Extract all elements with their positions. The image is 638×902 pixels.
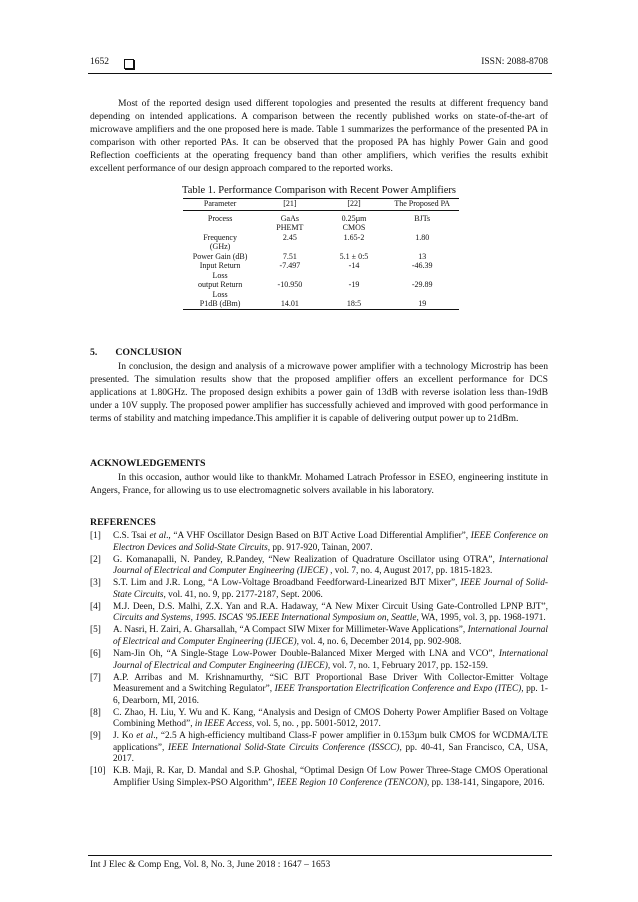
table-cell: -46.39: [411, 261, 433, 270]
table-cell: P1dB (dBm): [183, 299, 257, 309]
reference-authors: G. Komanapalli, N. Pandey, R.Pandey, “New Realization of Quadrature Oscillator using OTRA”,: [113, 554, 499, 565]
reference-authors: C.S. Tsai: [113, 531, 150, 541]
reference-number: [8]: [90, 707, 101, 718]
reference-authors: M.J. Deen, D.S. Malhi, Z.X. Yan and R.A. Hadaway, “A New Mixer Circuit Using Gate-Controlled LPNP BJT”,: [113, 601, 548, 612]
reference-details: pp. 1-6, Dearborn, MI, 2016.: [113, 684, 548, 706]
acknowledgements-paragraph: [90, 471, 548, 497]
reference-title: ., “A VHF Oscillator Design Based on BJT Active Load Differential Amplifier”,: [166, 531, 471, 541]
reference-number: [6]: [90, 648, 101, 659]
performance-table: [183, 198, 459, 310]
reference-venue: International Journal of Electrical and Computer Engineering (IJECE): [113, 554, 548, 577]
reference-details: , vol. 7, no. 4, August 2017, pp. 1815-1823.: [327, 566, 493, 577]
conclusion-text: In conclusion, the design and analysis of a microwave power amplifier with a technology Microstrip has been presented. The simulation results show that the proposed amplifier offers an excellent performance for DCS applications at 1.80GHz. The proposed design exhibits a power gain of 13dB with reverse isolation less than-19dB under a 10V supply. The proposed power amplifier has successfully achieved and improved with good performance in terms of stability and matching impedance.This amplifier it is capable of delivering output power up to 21dBm.: [90, 361, 548, 425]
reference-item: [90, 766, 548, 789]
acknowledgements-heading: ACKNOWLEDGEMENTS: [90, 458, 206, 469]
reference-authors: Nam-Jin Oh, “A Single-Stage Low-Power Double-Balanced Mixer Merged with LNA and VCO”,: [113, 648, 499, 659]
reference-venue: IEEE Journal of Solid-State Circuits: [113, 578, 549, 600]
table-caption: Table 1. Performance Comparison with Recent Power Amplifiers: [182, 185, 456, 196]
reference-item: [90, 673, 548, 708]
square-icon: [124, 59, 134, 69]
table-cell: BJTs: [414, 213, 431, 223]
reference-item: [90, 578, 548, 601]
reference-authors: S.T. Lim and J.R. Long, “A Low-Voltage Broadband Feedforward-Linearized BJT Mixer”,: [113, 578, 461, 589]
issn: ISSN: 2088-8708: [481, 57, 548, 67]
conclusion-heading: [90, 347, 182, 358]
reference-item: [90, 708, 548, 731]
table-cell: 7.51: [282, 251, 297, 261]
reference-authors: A. Nasri, H. Zairi, A. Gharsallah, “A Compact SIW Mixer for Millimeter-Wave Applications”,: [113, 625, 468, 636]
reference-details: , vol. 5, no. , pp. 5001-5012, 2017.: [252, 719, 381, 730]
reference-venue: International Journal of Electrical and Computer Engineering (IJECE),: [113, 625, 549, 647]
reference-venue: IEEE International Solid-State Circuits Conference (ISSCC),: [168, 742, 402, 753]
reference-authors: J. Ko: [113, 731, 137, 742]
reference-details: pp. 40-41, San Francisco, CA, USA, 2017.: [113, 742, 548, 765]
table-row: [183, 252, 459, 262]
table-header-cell: [21]: [257, 199, 322, 211]
table-row: [183, 210, 459, 233]
table-cell: -19: [348, 280, 360, 289]
reference-number: [2]: [90, 554, 101, 565]
reference-authors: A.P. Arribas and M. Krishnamurthy, “SiC BJT Proportional Base Driver With Collector-Emitter Voltage Measurement and a Switching Regulator”,: [113, 672, 548, 695]
table-header-row: [183, 199, 459, 211]
reference-etal: et al: [136, 731, 154, 742]
reference-authors: K.B. Maji, R. Kar, D. Mandal and S.P. Ghoshal, “Optimal Design Of Low Power Three-Stage CMOS Operational Amplifier Using Simplex-PSO Algorithm”,: [113, 766, 548, 788]
reference-number: [10]: [90, 766, 106, 777]
table-header-cell: Parameter: [183, 199, 257, 211]
table-cell: output Return Loss: [197, 280, 243, 299]
section-title: CONCLUSION: [115, 347, 182, 358]
table-cell: 2.45: [282, 232, 297, 242]
table-cell: Process: [207, 213, 233, 223]
reference-item: [90, 555, 548, 578]
reference-details: , vol. 41, no. 9, pp. 2177-2187, Sept. 2006.: [163, 589, 323, 600]
reference-number: [4]: [90, 601, 101, 612]
table-header-cell: [22]: [323, 199, 386, 211]
table-cell: 13: [418, 251, 427, 261]
reference-item: [90, 625, 548, 648]
reference-item: [90, 731, 548, 766]
reference-details: , pp. 917-920, Tainan, 2007.: [267, 542, 373, 553]
reference-venue: IEEE Conference on Electron Devices and Solid-State Circuits: [113, 531, 549, 553]
reference-item: [90, 602, 548, 625]
footer-rule: [88, 855, 552, 856]
table-cell: 18:5: [323, 299, 386, 309]
table-cell: Power Gain (dB): [192, 251, 248, 261]
reference-details: vol. 7, no. 1, February 2017, pp. 152-159.: [330, 660, 488, 671]
table-cell: 0.25µm CMOS: [341, 213, 367, 232]
intro-text: Most of the reported design used different topologies and presented the results at different frequency band depending on intended applications. A comparison between the recently published works on state-of-the-art of microwave amplifiers and the one proposed here is made. Table 1 summarizes the performance of the presented PA in comparison with other reported PAs. It can be observed that the proposed PA has highly Power Gain and good Reflection coefficients at the operating frequency band than other amplifiers, which verifies the results exhibit excellent performance of our design approach compared to the reported works.: [90, 98, 548, 175]
reference-number: [1]: [90, 531, 101, 541]
references-heading: REFERENCES: [90, 517, 156, 528]
table-cell: 1.80: [415, 232, 430, 242]
reference-list: [90, 531, 548, 790]
table-cell: -10.950: [277, 280, 303, 289]
acknowledgements-text: In this occasion, author would like to thankMr. Mohamed Latrach Professor in ESEO, engineering institute in Angers, France, for allowing us to use electromagnetic solvers available in his laboratory.: [90, 472, 548, 497]
reference-title: ., “2.5 A high-efficiency multiband Class-F power amplifier in 0.153µm bulk CMOS for WCDMA/LTE applications”,: [113, 731, 549, 753]
reference-venue: IEEE Region 10 Conference (TENCON),: [277, 777, 430, 788]
table-cell: -29.89: [411, 280, 433, 289]
table-cell: 14.01: [257, 299, 322, 309]
reference-venue: Circuits and Systems, 1995. ISCAS '95.IEEE International Symposium on, Seattle: [113, 613, 417, 624]
table-cell: -7.497: [279, 261, 301, 270]
table-row: [183, 280, 459, 299]
reference-item: [90, 531, 548, 554]
reference-details: , WA, 1995, vol. 3, pp. 1968-1971.: [416, 613, 546, 624]
reference-venue: International Journal of Electrical and Computer Engineering (IJECE),: [113, 648, 548, 671]
intro-paragraph: [90, 97, 548, 176]
table-cell: 5.1 ± 0:5: [339, 251, 369, 261]
table-cell: GaAs PHEMT: [276, 213, 304, 232]
reference-etal: et al: [149, 531, 167, 541]
conclusion-paragraph: [90, 360, 548, 425]
table-cell: 19: [385, 299, 459, 309]
table-cell: Input Return Loss: [199, 261, 241, 280]
section-number: 5.: [90, 347, 98, 358]
reference-venue: in IEEE Access: [194, 719, 253, 730]
table-cell: -14: [348, 261, 360, 270]
table-cell: Frequency (GHz): [203, 232, 237, 251]
reference-details: pp. 138-141, Singapore, 2016.: [429, 777, 545, 788]
table-header-cell: The Proposed PA: [385, 199, 459, 211]
reference-number: [9]: [90, 731, 101, 742]
reference-number: [5]: [90, 625, 101, 636]
header-rule: [88, 73, 552, 74]
reference-number: [7]: [90, 672, 101, 683]
reference-venue: IEEE Transportation Electrification Conference and Expo (ITEC),: [274, 684, 524, 695]
reference-details: vol. 4, no. 6, December 2014, pp. 902-908.: [298, 636, 462, 647]
table-row: [183, 233, 459, 252]
footer-citation: Int J Elec & Comp Eng, Vol. 8, No. 3, June 2018 : 1647 – 1653: [90, 860, 331, 870]
table-row: [183, 299, 459, 309]
table-cell: 1.65-2: [343, 232, 365, 242]
page-number: 1652: [90, 57, 109, 67]
reference-item: [90, 649, 548, 672]
reference-authors: C. Zhao, H. Liu, Y. Wu and K. Kang, “Analysis and Design of CMOS Doherty Power Amplifier Based on Voltage Combining Method”,: [113, 707, 548, 730]
table-row: [183, 261, 459, 280]
reference-number: [3]: [90, 578, 101, 589]
